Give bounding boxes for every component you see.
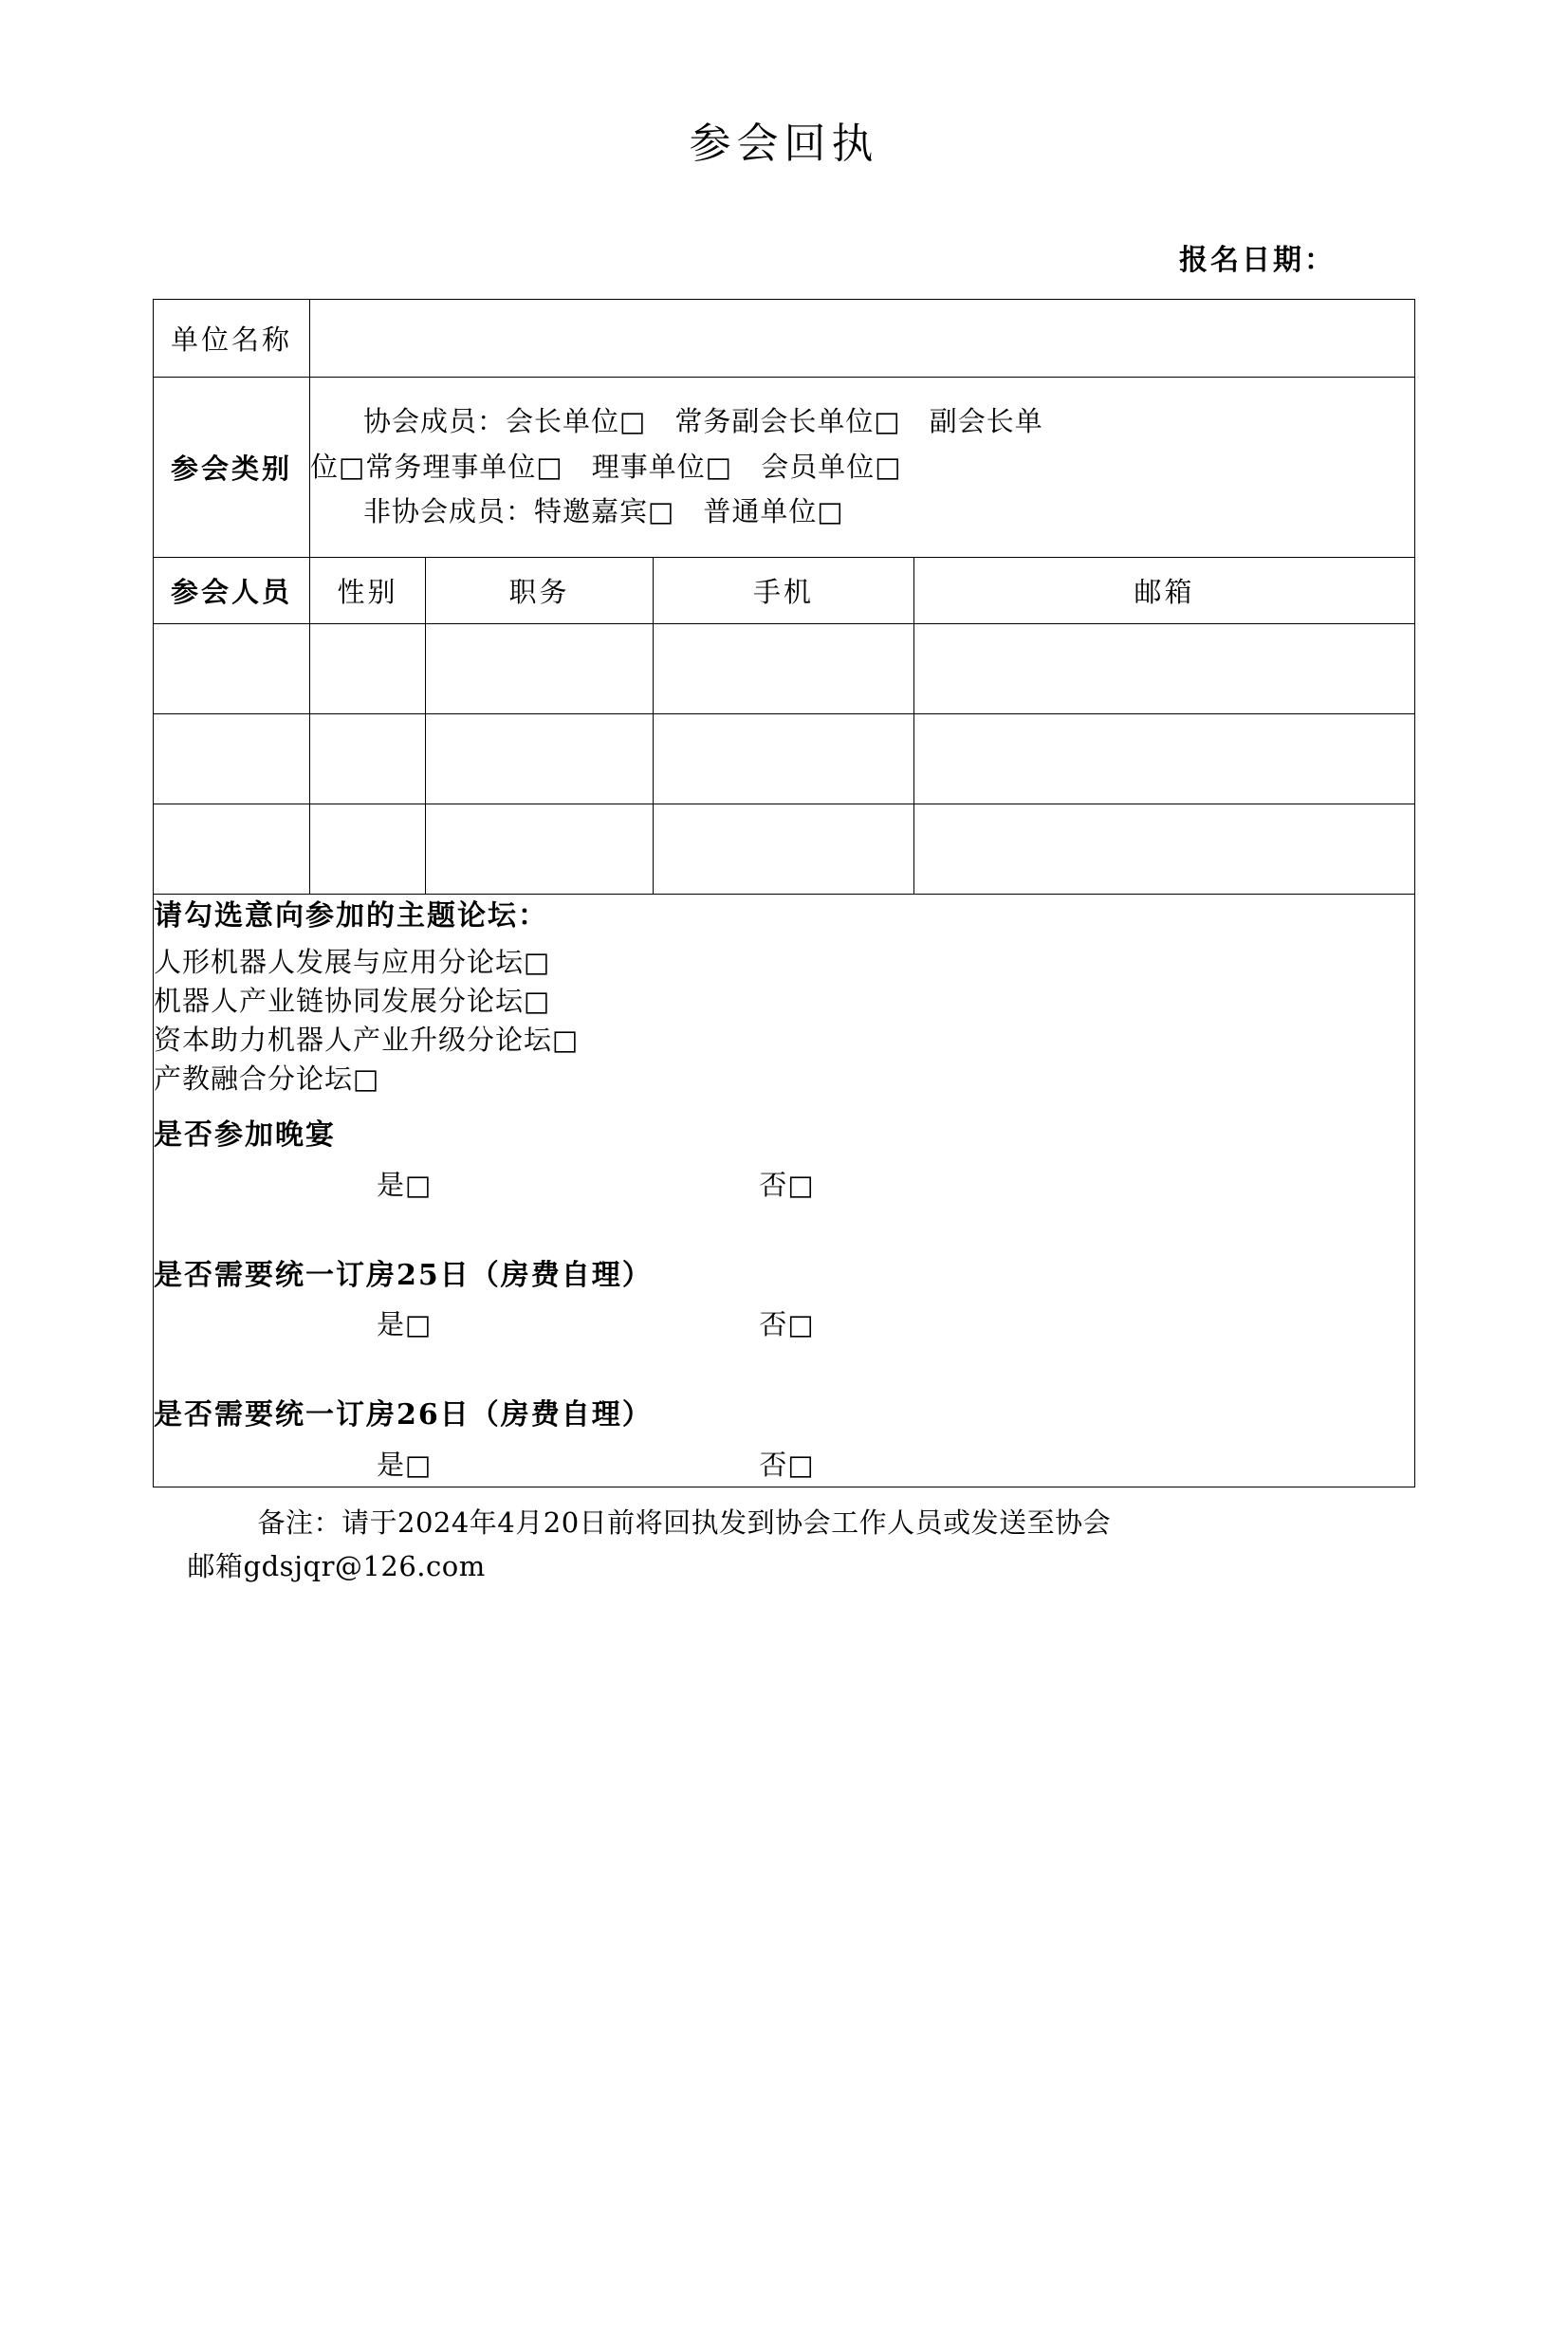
spacer xyxy=(154,1346,1414,1378)
attendee-cell-email[interactable] xyxy=(914,804,1415,895)
forum-option-3[interactable]: 资本助力机器人产业升级分论坛□ xyxy=(154,1023,580,1056)
room26-yes-checkbox[interactable]: 是□ xyxy=(377,1448,433,1481)
attendee-cell-phone[interactable] xyxy=(654,804,914,895)
footer-note xyxy=(154,1501,1415,1589)
unit-name-label: 单位名称 xyxy=(154,300,310,378)
forum-option-2[interactable]: 机器人产业链协同发展分论坛□ xyxy=(154,984,551,1017)
forum-question-label: 请勾选意向参加的主题论坛： xyxy=(154,899,548,933)
room26-question-label: 是否需要统一订房26日（房费自理） xyxy=(154,1398,653,1432)
questions-cell xyxy=(154,895,1415,1487)
reply-slip-table xyxy=(153,299,1415,1487)
table-row xyxy=(154,624,1415,714)
dinner-no-checkbox[interactable]: 否□ xyxy=(759,1168,815,1201)
table-row-questions xyxy=(154,895,1415,1487)
attendee-header-phone: 手机 xyxy=(654,558,914,624)
category-label: 参会类别 xyxy=(154,378,310,558)
room25-yes-checkbox[interactable]: 是□ xyxy=(377,1308,433,1341)
dinner-question-label: 是否参加晚宴 xyxy=(154,1118,336,1153)
forum-option-1[interactable]: 人形机器人发展与应用分论坛□ xyxy=(154,945,551,978)
unit-name-input[interactable] xyxy=(310,300,1415,378)
attendee-cell-email[interactable] xyxy=(914,624,1415,714)
attendee-cell-email[interactable] xyxy=(914,714,1415,804)
attendee-cell-position[interactable] xyxy=(426,714,654,804)
attendee-cell-gender[interactable] xyxy=(310,714,426,804)
room26-answer-row xyxy=(154,1444,1414,1487)
attendee-cell-name[interactable] xyxy=(154,714,310,804)
dinner-yes-checkbox[interactable]: 是□ xyxy=(377,1168,433,1201)
footer-note-line-1: 备注：请于2024年4月20日前将回执发到协会工作人员或发送至协会 xyxy=(257,1506,1112,1539)
category-line-1: 协会成员：会长单位□ 常务副会长单位□ 副会长单 xyxy=(363,404,1043,437)
category-line-2: 位□常务理事单位□ 理事单位□ 会员单位□ xyxy=(310,450,902,483)
table-row-unit-name xyxy=(154,300,1415,378)
forum-option-4[interactable]: 产教融合分论坛□ xyxy=(154,1062,380,1096)
attendee-cell-position[interactable] xyxy=(426,624,654,714)
attendee-cell-gender[interactable] xyxy=(310,804,426,895)
attendee-cell-name[interactable] xyxy=(154,804,310,895)
room25-answer-row xyxy=(154,1303,1414,1346)
room25-no-checkbox[interactable]: 否□ xyxy=(759,1308,815,1341)
attendee-cell-position[interactable] xyxy=(426,804,654,895)
dinner-answer-row xyxy=(154,1164,1414,1207)
table-row xyxy=(154,714,1415,804)
attendee-header-gender: 性别 xyxy=(310,558,426,624)
footer-note-line-2: 邮箱gdsjqr@126.com xyxy=(187,1549,486,1582)
table-row-category xyxy=(154,378,1415,558)
category-line-3: 非协会成员：特邀嘉宾□ 普通单位□ xyxy=(363,495,844,528)
spacer xyxy=(154,1207,1414,1239)
category-options-cell[interactable] xyxy=(310,378,1415,558)
table-row xyxy=(154,804,1415,895)
attendee-cell-phone[interactable] xyxy=(654,714,914,804)
attendee-header-position: 职务 xyxy=(426,558,654,624)
room25-question-label: 是否需要统一订房25日（房费自理） xyxy=(154,1258,653,1292)
attendee-header-name: 参会人员 xyxy=(154,558,310,624)
table-row-attendee-header xyxy=(154,558,1415,624)
attendee-cell-name[interactable] xyxy=(154,624,310,714)
room26-no-checkbox[interactable]: 否□ xyxy=(759,1448,815,1481)
attendee-cell-gender[interactable] xyxy=(310,624,426,714)
registration-date-label: 报名日期： xyxy=(1179,244,1336,277)
page-title: 参会回执 xyxy=(689,120,879,168)
document-page xyxy=(0,109,1568,2328)
attendee-cell-phone[interactable] xyxy=(654,624,914,714)
attendee-header-email: 邮箱 xyxy=(914,558,1415,624)
